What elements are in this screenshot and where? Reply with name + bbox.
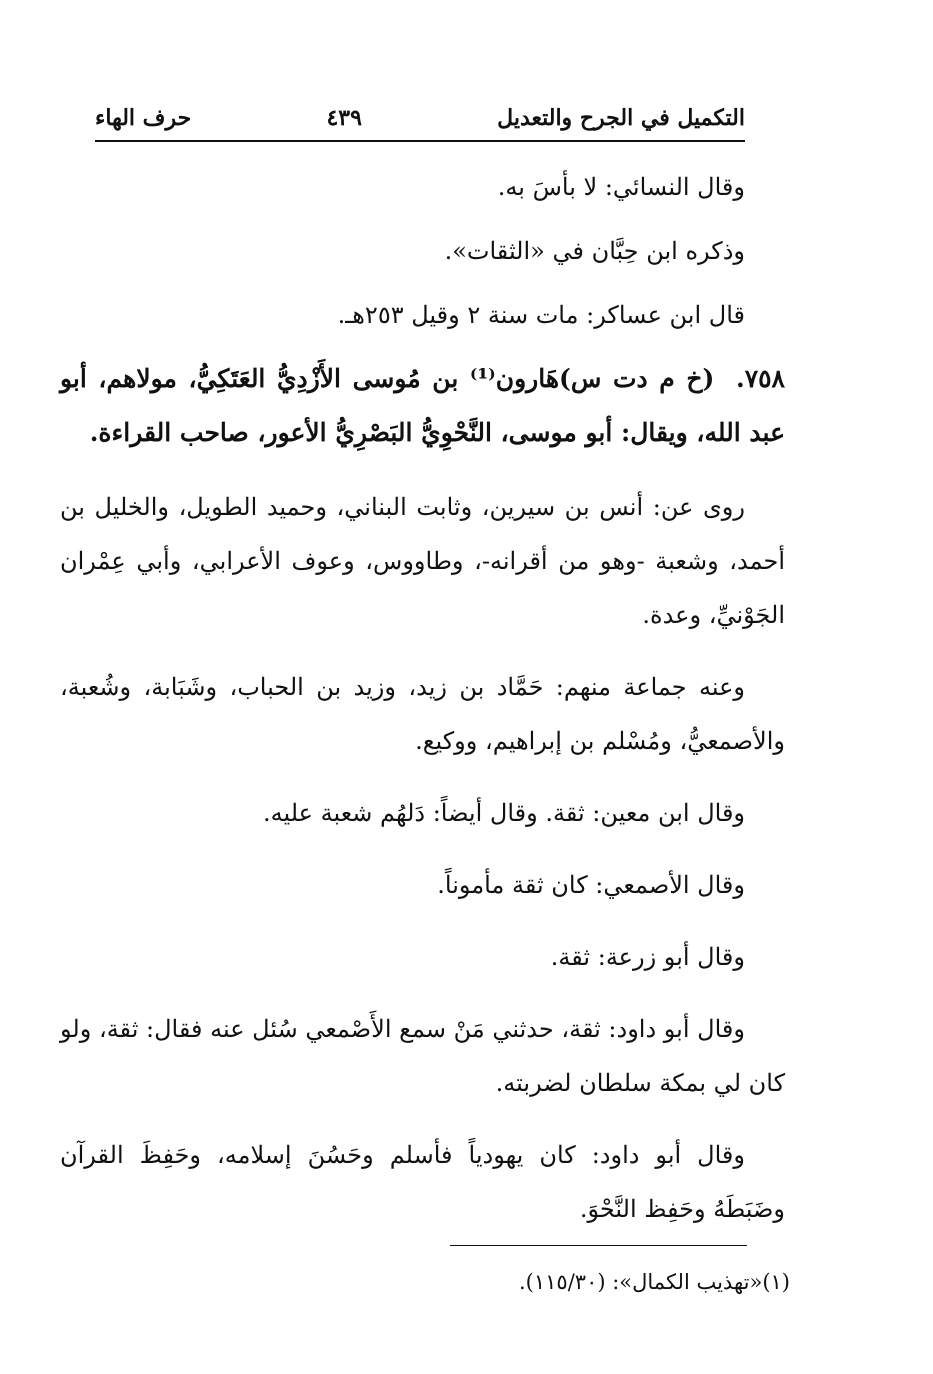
footnote: (١)«تهذيب الكمال»: (١١٥/٣٠). (519, 1270, 790, 1294)
book-title: التكميل في الجرح والتعديل (497, 105, 745, 131)
paragraph-abu-zura: وقال أبو زرعة: ثقة. (550, 943, 745, 971)
entry-number: ٧٥٨. (735, 364, 785, 393)
paragraph-ibn-asakir: قال ابن عساكر: مات سنة ٢ وقيل ٢٥٣هـ. (337, 301, 745, 329)
paragraph-abu-dawud-1: وقال أبو داود: ثقة، حدثني مَنْ سمع الأَصْمعي سُئل عنه فقال: ثقة، ولو كان لي بمكة سلطان لضربته. (60, 1015, 785, 1097)
paragraph-narrated-from: روى عن: أنس بن سيرين، وثابت البناني، وحميد الطويل، والخليل بن أحمد، وشعبة -وهو من أقرانه-، وطاووس، وعوف الأعرابي، وأبي عِمْران الجَوْنيِّ، وعدة. (60, 493, 785, 629)
paragraph-asmai: وقال الأصمعي: كان ثقة مأموناً. (437, 871, 745, 899)
paragraph-narrators: وعنه جماعة منهم: حَمَّاد بن زيد، وزيد بن الحباب، وشَبَابة، وشُعبة، والأصمعيُّ، ومُسْلم بن إبراهيم، ووكيع. (60, 673, 785, 755)
entry-heading (60, 352, 785, 460)
paragraph-abu-dawud-2: وقال أبو داود: كان يهودياً فأسلم وحَسُنَ إسلامه، وحَفِظَ القرآن وضَبَطَهُ وحَفِظ النَّحْوَ. (60, 1141, 785, 1223)
running-header (95, 96, 745, 142)
entry-heading-text: (خ م دت س)هَارون⁽¹⁾ بن مُوسى الأَزْدِيُّ العَتَكِيُّ، مولاهم، أبو عبد الله، ويقال: أبو موسى، النَّحْوِيُّ البَصْرِيُّ الأعور، صاحب القراءة. (60, 364, 785, 447)
paragraph-ibn-maeen: وقال ابن معين: ثقة. وقال أيضاً: دَلهُم شعبة عليه. (262, 799, 745, 827)
chapter-title: حرف الهاء (95, 105, 192, 131)
paragraph-nasai: وقال النسائي: لا بأسَ به. (497, 173, 745, 201)
paragraph-ibn-hibban: وذكره ابن حِبَّان في «الثقات». (444, 237, 745, 265)
footnote-divider (450, 1245, 747, 1246)
main-text (60, 160, 785, 1254)
page-number: ٤٣٩ (326, 105, 362, 131)
